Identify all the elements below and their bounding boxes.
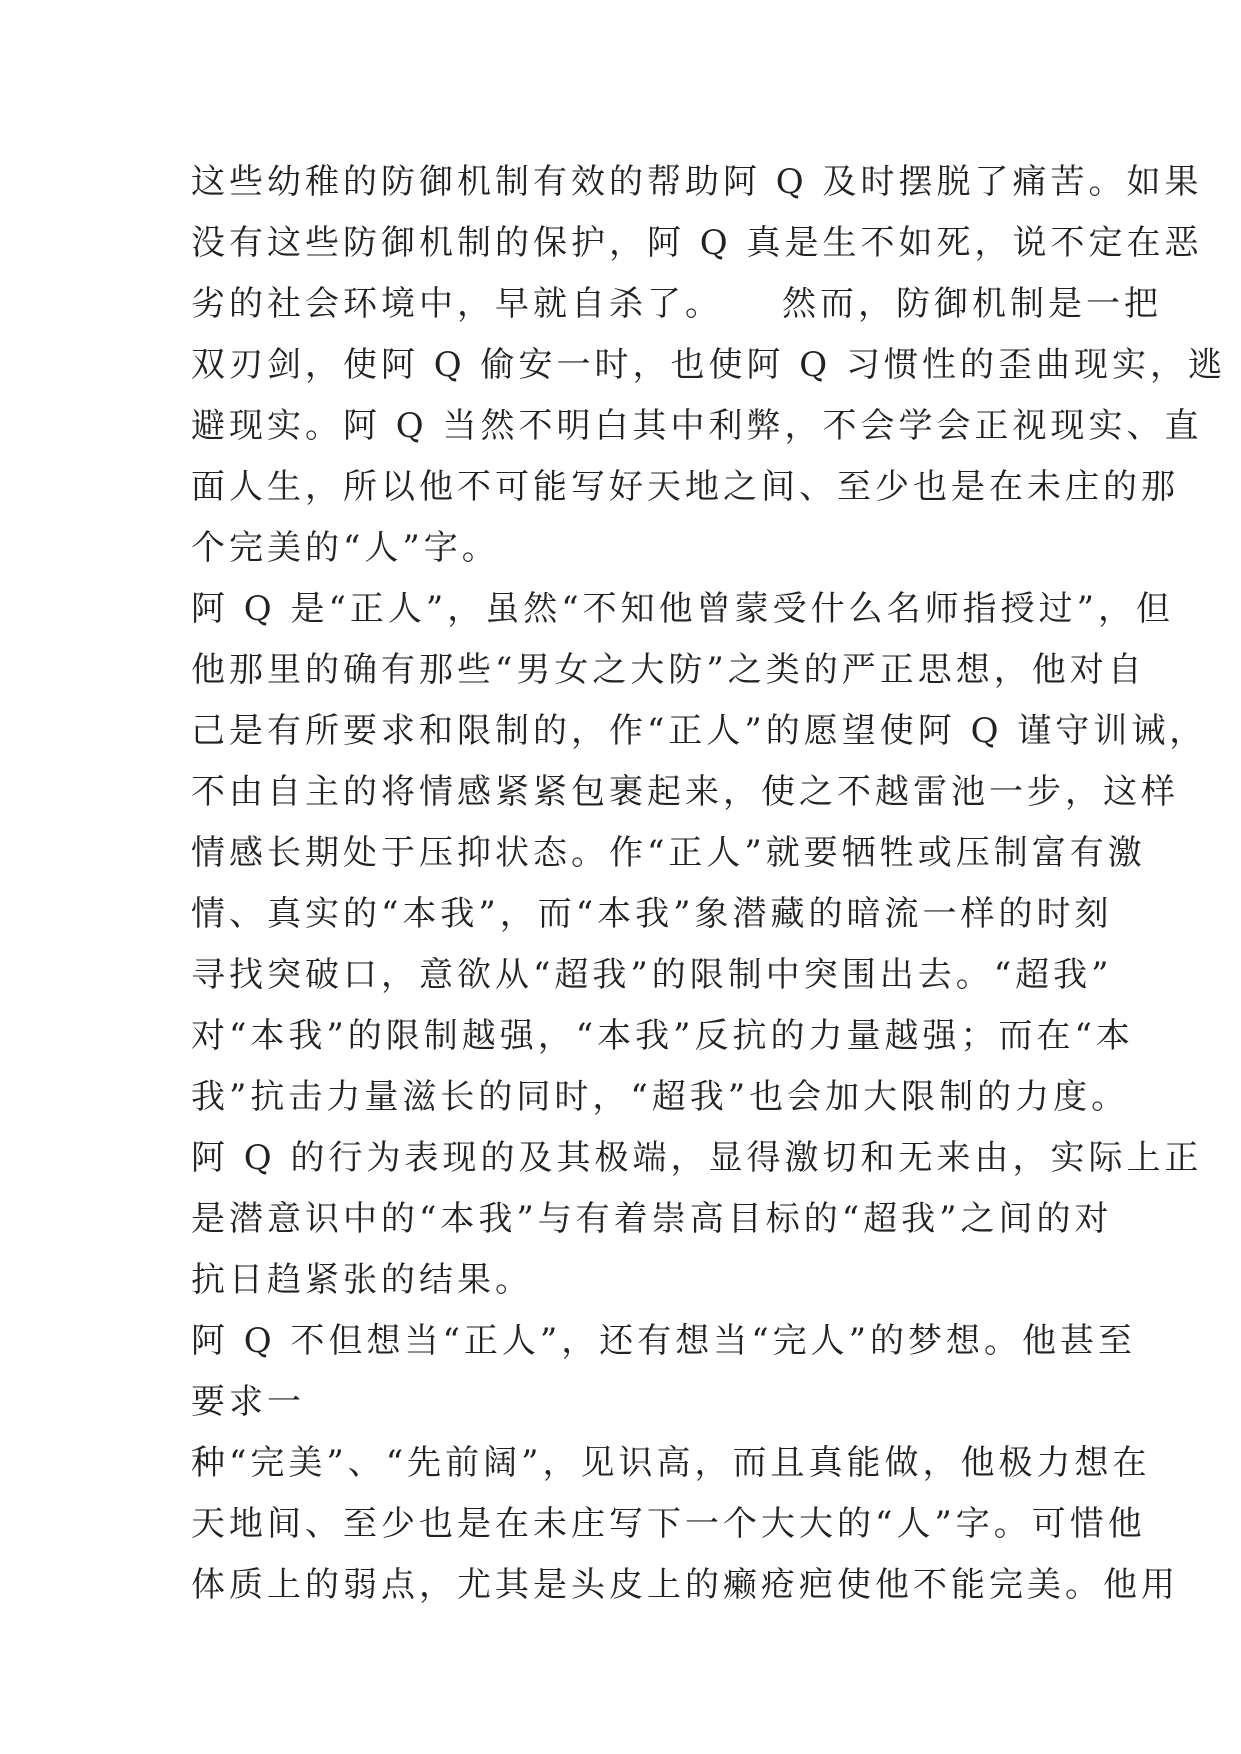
text-line: 情感长期处于压抑状态。作“正人”就要牺牲或压制富有激 <box>191 833 1146 873</box>
text-line: 我”抗击力量滋长的同时，“超我”也会加大限制的力度。 <box>191 1077 1130 1117</box>
text-line: 对“本我”的限制越强，“本我”反抗的力量越强；而在“本 <box>191 1016 1134 1056</box>
text-line: 阿 Q 是“正人”，虽然“不知他曾蒙受什么名师指授过”，但 <box>191 589 1175 629</box>
text-line: 不由自主的将情感紧紧包裹起来，使之不越雷池一步，这样 <box>191 772 1179 812</box>
text-line: 个完美的“人”字。 <box>191 528 500 568</box>
text-line: 种“完美”、“先前阔”，见识高，而且真能做，他极力想在 <box>191 1443 1151 1483</box>
text-line: 是潜意识中的“本我”与有着崇高目标的“超我”之间的对 <box>191 1199 1113 1239</box>
body-text <box>191 152 1226 1616</box>
text-line: 寻找突破口，意欲从“超我”的限制中突围出去。“超我” <box>191 955 1113 995</box>
text-line: 他那里的确有那些“男女之大防”之类的严正思想，他对自 <box>191 650 1146 690</box>
text-line: 这些幼稚的防御机制有效的帮助阿 Q 及时摆脱了痛苦。如果 <box>191 162 1203 202</box>
text-line: 阿 Q 的行为表现的及其极端，显得激切和无来由，实际上正 <box>191 1138 1203 1178</box>
text-line: 体质上的弱点，尤其是头皮上的癞疮疤使他不能完美。他用 <box>191 1565 1179 1605</box>
text-line: 双刃剑，使阿 Q 偷安一时，也使阿 Q 习惯性的歪曲现实，逃 <box>191 345 1226 385</box>
text-line: 要求一 <box>191 1382 305 1422</box>
text-line: 劣的社会环境中，早就自杀了。 然而，防御机制是一把 <box>191 284 1162 324</box>
text-line: 避现实。阿 Q 当然不明白其中利弊，不会学会正视现实、直 <box>191 406 1203 446</box>
text-line: 抗日趋紧张的结果。 <box>191 1260 533 1300</box>
text-line: 情、真实的“本我”，而“本我”象潜藏的暗流一样的时刻 <box>191 894 1113 934</box>
text-line: 面人生，所以他不可能写好天地之间、至少也是在未庄的那 <box>191 467 1179 507</box>
text-line: 没有这些防御机制的保护，阿 Q 真是生不如死，说不定在恶 <box>191 223 1203 263</box>
text-line: 阿 Q 不但想当“正人”，还有想当“完人”的梦想。他甚至 <box>191 1321 1137 1361</box>
text-line: 天地间、至少也是在未庄写下一个大大的“人”字。可惜他 <box>191 1504 1146 1544</box>
text-line: 己是有所要求和限制的，作“正人”的愿望使阿 Q 谨守训诫， <box>191 711 1208 751</box>
